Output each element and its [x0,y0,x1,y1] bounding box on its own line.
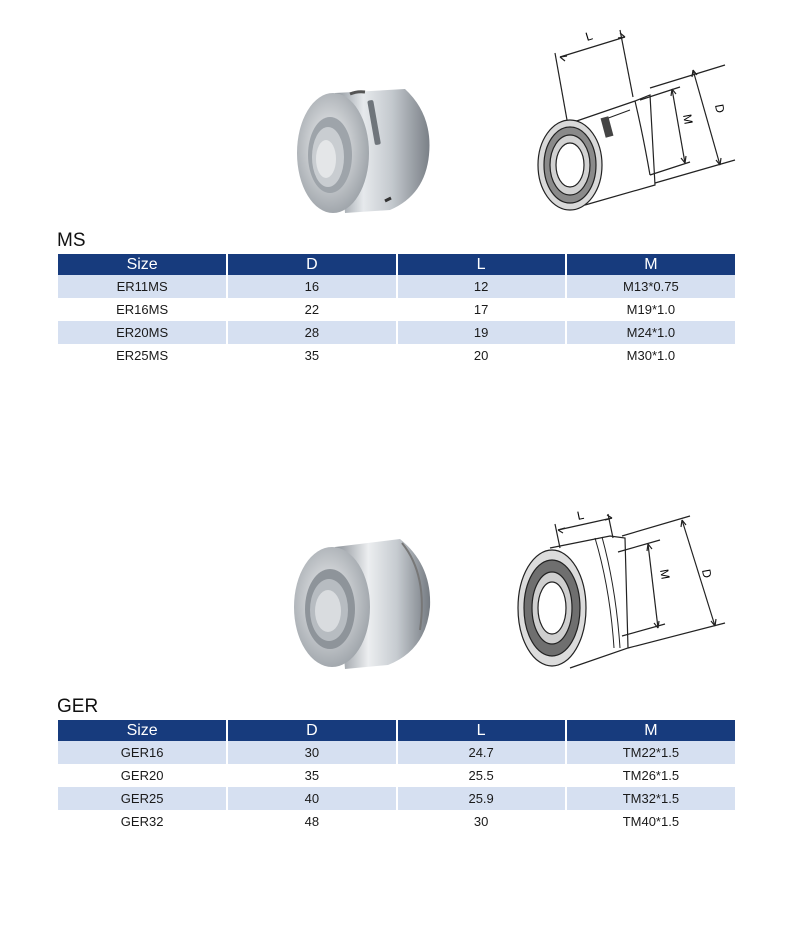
cell-size: ER11MS [58,275,227,298]
table-row [58,787,735,810]
table-row [58,275,735,298]
ger-dimension-diagram [510,508,750,678]
cell-l: 17 [397,298,566,321]
ger-spec-table [58,720,735,833]
cell-size: GER16 [58,741,227,764]
cell-size: ER16MS [116,302,169,317]
header-l: L [397,254,566,275]
cell-d: 35 [227,764,396,787]
cell-m: TM40*1.5 [566,810,735,833]
ms-d-label: D [712,103,728,115]
ger-l-label: L [575,507,586,523]
cell-l: 25.5 [397,764,566,787]
cell-m: TM32*1.5 [566,787,735,810]
cell-l: 25.9 [397,787,566,810]
cell-size: ER20MS [58,321,227,344]
table-row [58,298,735,321]
cell-m: M13*0.75 [566,275,735,298]
header-size: Size [58,254,227,275]
ms-l-label: L [583,28,595,44]
ms-nut-photo [295,85,435,220]
table-row [58,810,735,833]
ger-m-label: M [657,568,673,581]
ms-section-title: MS [57,230,86,251]
cell-d: 22 [227,298,396,321]
ms-dimension-diagram [525,25,755,215]
table-row [58,321,735,344]
header-size: Size [58,720,227,741]
table-header-row [58,254,735,275]
cell-d: 28 [227,321,396,344]
cell-size: GER20 [120,768,164,783]
header-l: L [397,720,566,741]
header-m: M [566,720,735,741]
cell-l: 20 [397,344,566,367]
ger-d-label: D [699,568,715,580]
header-d: D [227,254,396,275]
ms-spec-table [58,254,735,367]
cell-l: 19 [397,321,566,344]
ger-nut-photo [290,535,435,675]
cell-d: 40 [227,787,396,810]
header-m: M [566,254,735,275]
cell-size: GER32 [120,814,164,829]
cell-size: ER25MS [116,348,169,363]
cell-d: 48 [227,810,396,833]
cell-m: TM22*1.5 [566,741,735,764]
cell-d: 16 [227,275,396,298]
cell-m: M30*1.0 [566,344,735,367]
header-d: D [227,720,396,741]
cell-d: 30 [227,741,396,764]
cell-size: GER25 [58,787,227,810]
cell-m: M19*1.0 [566,298,735,321]
table-row [58,344,735,367]
table-row [58,764,735,787]
cell-l: 12 [397,275,566,298]
cell-d: 35 [227,344,396,367]
cell-l: 24.7 [397,741,566,764]
ms-m-label: M [680,113,696,126]
ger-section-title: GER [57,696,99,717]
cell-l: 30 [397,810,566,833]
cell-m: TM26*1.5 [566,764,735,787]
table-row [58,741,735,764]
table-header-row [58,720,735,741]
cell-m: M24*1.0 [566,321,735,344]
